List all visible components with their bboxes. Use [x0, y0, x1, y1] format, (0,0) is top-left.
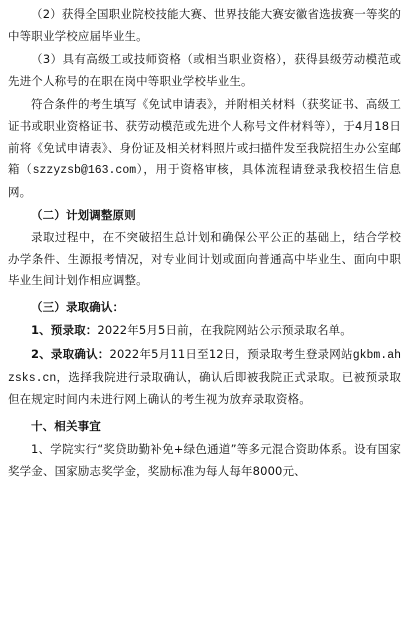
paragraph-award-winners: （2）获得全国职业院校技能大赛、世界技能大赛安徽省选拔赛一等奖的中等职业学校应届毕业生。	[8, 7, 401, 43]
section-heading-admission-confirmation: （三）录取确认：	[31, 299, 125, 314]
admission-confirmation-label: 2、录取确认：	[31, 346, 110, 361]
paragraph-admission-confirmation	[8, 344, 401, 411]
paragraph-application-instructions	[8, 94, 401, 203]
application-text-before: 符合条件的考生填写《免试申请表》，并附相关材料（获奖证书、高级工证书或职业资格证书、获劳动模范或先进个人称号文件材料等），于4月18日前将《免试申请表》、身份证及相关材料照片或扫描件发至我院招生办公室邮箱（	[8, 97, 401, 177]
paragraph-financial-aid: 1、学院实行“奖贷助勤补免+绿色通道”等多元混合资助体系。设有国家奖学金、国家励志奖学金，奖励标准为每人每年8000元、	[8, 442, 401, 478]
admissions-email: szzyzsb@163.com	[32, 164, 137, 178]
paragraph-pre-admission	[8, 320, 401, 342]
admission-confirmation-text-before: 2022年5月11日至12日，预录取考生登录网站	[109, 346, 353, 361]
paragraph-plan-adjustment: 录取过程中，在不突破招生总计划和确保公平公正的基础上，结合学校办学条件、生源报考情况，对专业间计划或面向普通高中毕业生、面向中职毕业生间计划作相应调整。	[8, 229, 401, 288]
admission-confirmation-text-after: ，选择我院进行录取确认，确认后即被我院正式录取。已被预录取但在规定时间内未进行网上确认的考生视为放弃录取资格。	[8, 369, 401, 407]
admission-website-url: gkbm.ahzsks.cn	[8, 348, 401, 385]
pre-admission-text: 2022年5月5日前，在我院网站公示预录取名单。	[97, 323, 352, 338]
section-heading-plan-adjustment: （二）计划调整原则	[31, 208, 136, 223]
paragraph-senior-workers: （3）具有高级工或技师资格（或相当职业资格），获得县级劳动模范或先进个人称号的在职在岗中等职业学校毕业生。	[8, 52, 401, 88]
pre-admission-label: 1、预录取：	[31, 323, 98, 338]
application-text-after: ），用于资格审核，具体流程请登录我校招生信息网。	[8, 162, 401, 199]
section-heading-related-matters: 十、相关事宜	[31, 418, 101, 433]
